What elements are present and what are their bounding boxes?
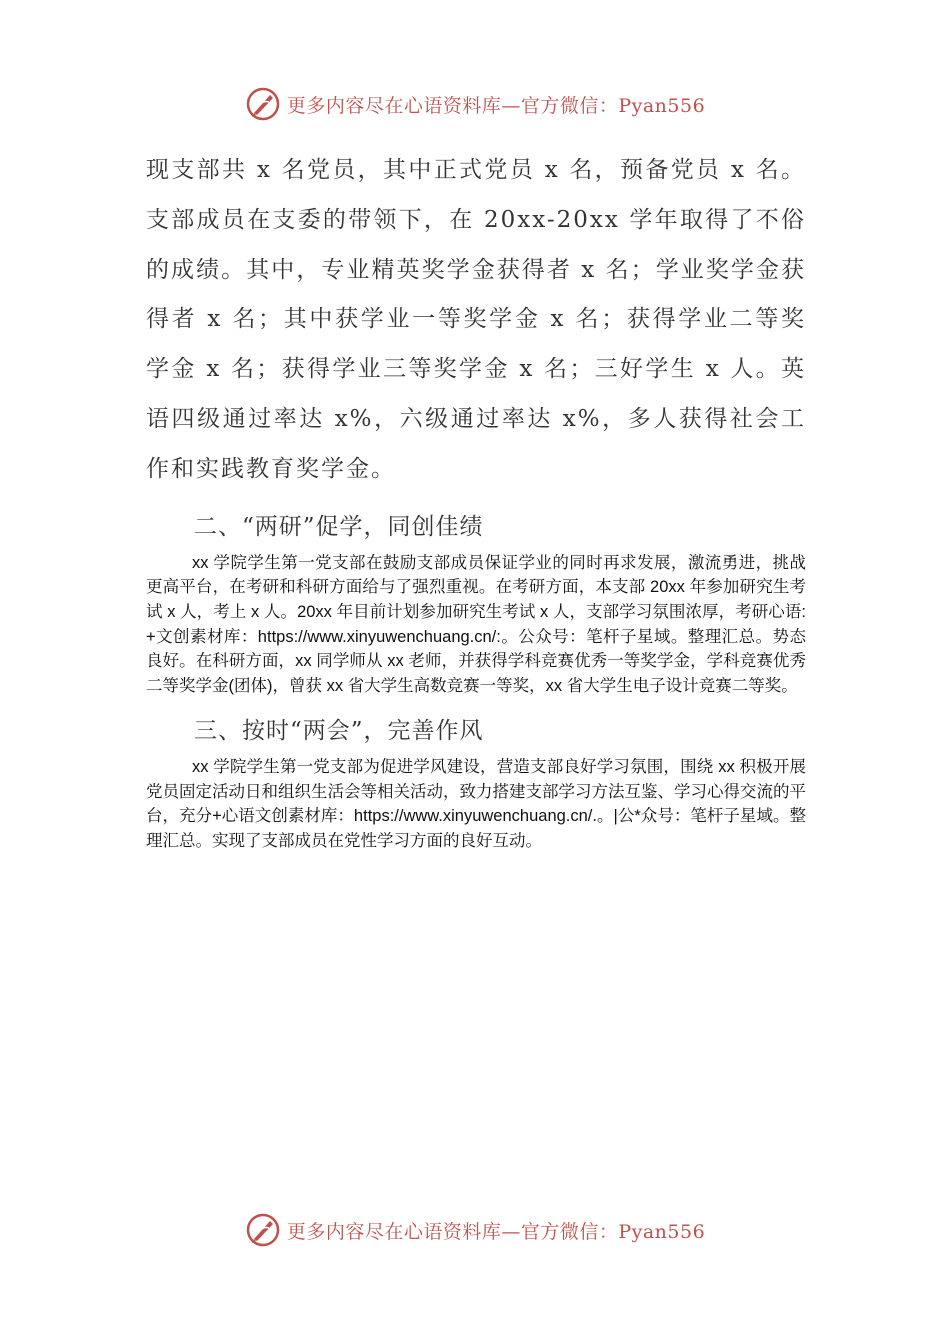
section-heading: 二、“两研”促学，同创佳绩	[194, 513, 484, 540]
section-paragraph: xx 学院学生第一党支部为促进学风建设，营造支部良好学习氛围，围绕 xx 积极开展党员固定活动日和组织生活会等相关活动，致力搭建支部学习方法互鉴、学习心得交流的平台，充分+心语文创素材库：https://www.xinyuwenchuang.cn/.。|公*众号：笔杆子星域。整理汇总。实现了支部成员在党性学习方面的良好互动。	[146, 757, 806, 850]
intro-paragraph: 现支部共 x 名党员，其中正式党员 x 名，预备党员 x 名。支部成员在支委的带领下，在 20xx-20xx 学年取得了不俗的成绩。其中，专业精英奖学金获得者 x 名；学业奖学金获得者 x 名；其中获学业一等奖学金 x 名；获得学业二等奖学金 x 名；获得学业三等奖学金 x 名；三好学生 x 人。英语四级通过率达 x%，六级通过率达 x%，多人获得社会工作和实践教育奖学金。	[146, 157, 806, 482]
banner-text: 更多内容尽在心语资料库—官方微信：Pyan556	[286, 1220, 706, 1243]
section-paragraph: xx 学院学生第一党支部在鼓励支部成员保证学业的同时再求发展，激流勇进，挑战更高平台，在考研和科研方面给与了强烈重视。在考研方面，本支部 20xx 年参加研究生考试 x 人，考上 x 人。20xx 年目前计划参加研究生考试 x 人，支部学习氛围浓厚，考研心语:+文创素材库：https://www.xinyuwenchuang.cn/:。公众号：笔杆子星域。整理汇总。势态良好。在科研方面，xx 同学师从 xx 老师，并获得学科竞赛优秀一等奖学金，学科竞赛优秀二等奖学金(团体)，曾获 xx 省大学生高数竞赛一等奖，xx 省大学生电子设计竞赛二等奖。	[146, 553, 806, 696]
document-body	[146, 146, 806, 854]
pen-logo-icon	[245, 1212, 281, 1248]
pen-logo-icon	[245, 86, 281, 122]
banner-text: 更多内容尽在心语资料库—官方微信：Pyan556	[286, 94, 706, 117]
footer-banner	[0, 1208, 950, 1252]
section-heading: 三、按时“两会”，完善作风	[194, 717, 484, 744]
header-banner	[0, 82, 950, 126]
